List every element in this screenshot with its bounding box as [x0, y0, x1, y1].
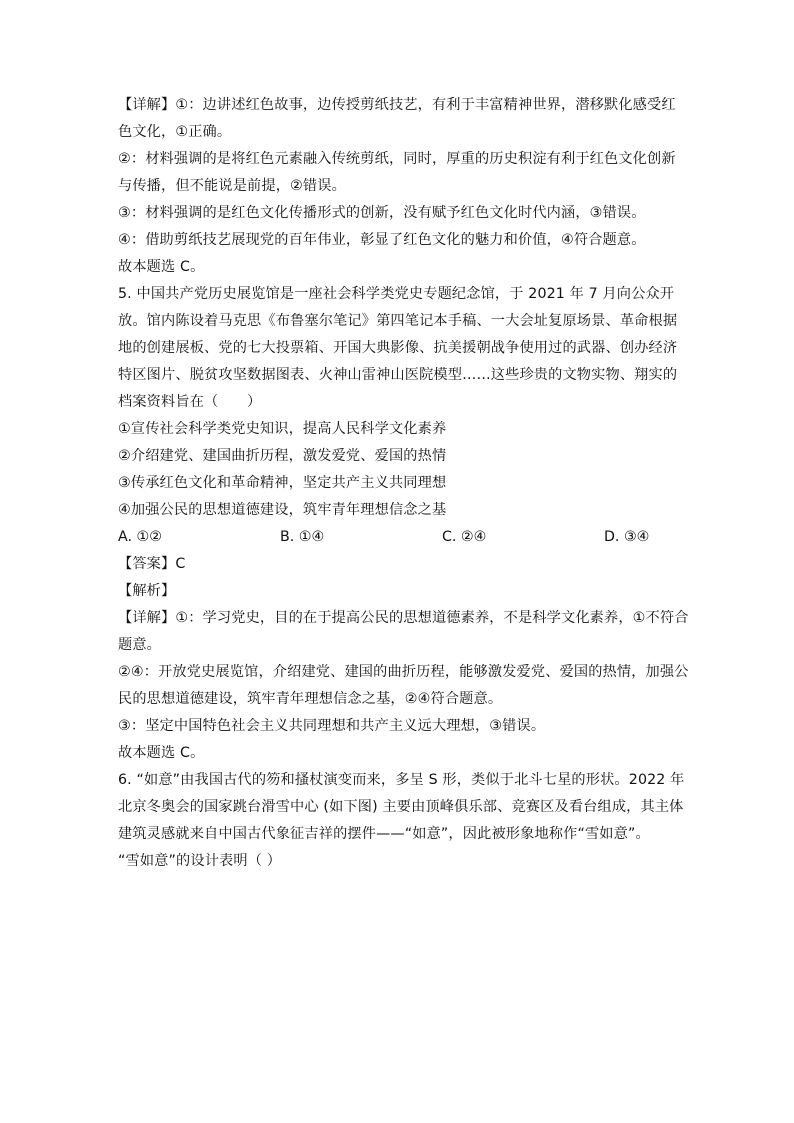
text-line: 与传播，但不能说是前提，②错误。 [118, 178, 346, 194]
text-line: 故本题选 C。 [118, 745, 205, 761]
statement-2: ②介绍建党、建国曲折历程，激发爱党、爱国的热情 [118, 448, 447, 464]
text-line: ④：借助剪纸技艺展现党的百年伟业，彰显了红色文化的魅力和价值，④符合题意。 [118, 232, 646, 248]
answer-line: 【答案】C [118, 556, 186, 572]
text-line: “雪如意”的设计表明（ ） [118, 853, 282, 869]
text-line: ②：材料强调的是将红色元素融入传统剪纸，同时，厚重的历史积淀有利于红色文化创新 [118, 151, 676, 167]
option-b: B. ①④ [280, 529, 325, 545]
text-line: 【详解】①：学习党史，目的在于提高公民的思想道德素养，不是科学文化素养，①不符合 [118, 610, 689, 626]
analysis-heading: 【解析】 [118, 583, 176, 599]
question-6-stem: 6. “如意”由我国古代的笏和搔杖演变而来，多呈 S 形，类似于北斗七星的形状。2022 年 [118, 772, 685, 788]
statement-4: ④加强公民的思想道德建设，筑牢青年理想信念之基 [118, 502, 447, 518]
text-line: 故本题选 C。 [118, 259, 205, 275]
text-line: 放。馆内陈设着马克思《布鲁塞尔笔记》第四笔记本手稿、一大会址复原场景、革命根据 [118, 313, 678, 329]
text-line: ③：坚定中国特色社会主义共同理想和共产主义远大理想，③错误。 [118, 718, 546, 734]
text-line: 特区图片、脱贫攻坚数据图表、火神山雷神山医院模型……这些珍贵的文物实物、翔实的 [118, 367, 678, 383]
text-line: 地的创建展板、党的七大投票箱、开国大典影像、抗美援朝战争使用过的武器、创办经济 [118, 340, 678, 356]
text-line: ②④：开放党史展览馆，介绍建党、建国的曲折历程，能够激发爱党、爱国的热情，加强公 [118, 664, 689, 680]
option-d: D. ③④ [604, 529, 650, 545]
document-body [118, 92, 689, 875]
statement-3: ③传承红色文化和革命精神，坚定共产主义共同理想 [118, 475, 447, 491]
statement-1: ①宣传社会科学类党史知识，提高人民科学文化素养 [118, 421, 447, 437]
text-line: 题意。 [118, 637, 162, 653]
question-5-stem: 5. 中国共产党历史展览馆是一座社会科学类党史专题纪念馆，于 2021 年 7 月向公众开 [118, 286, 675, 302]
text-line: 北京冬奥会的国家跳台滑雪中心 (如下图) 主要由顶峰俱乐部、竞赛区及看台组成，其主体 [118, 799, 684, 815]
text-line: 档案资料旨在（ ） [118, 394, 262, 410]
text-line: 【详解】①：边讲述红色故事，边传授剪纸技艺，有利于丰富精神世界，潜移默化感受红 [118, 97, 676, 113]
text-line: 色文化，①正确。 [118, 124, 232, 140]
answer-options [118, 524, 678, 551]
option-c: C. ②④ [442, 529, 487, 545]
option-a: A. ①② [118, 529, 162, 545]
text-line: 建筑灵感就来自中国古代象征吉祥的摆件——“如意”，因此被形象地称作“雪如意”。 [118, 826, 650, 842]
text-line: ③：材料强调的是红色文化传播形式的创新，没有赋予红色文化时代内涵，③错误。 [118, 205, 646, 221]
text-line: 民的思想道德建设，筑牢青年理想信念之基，②④符合题意。 [118, 691, 503, 707]
